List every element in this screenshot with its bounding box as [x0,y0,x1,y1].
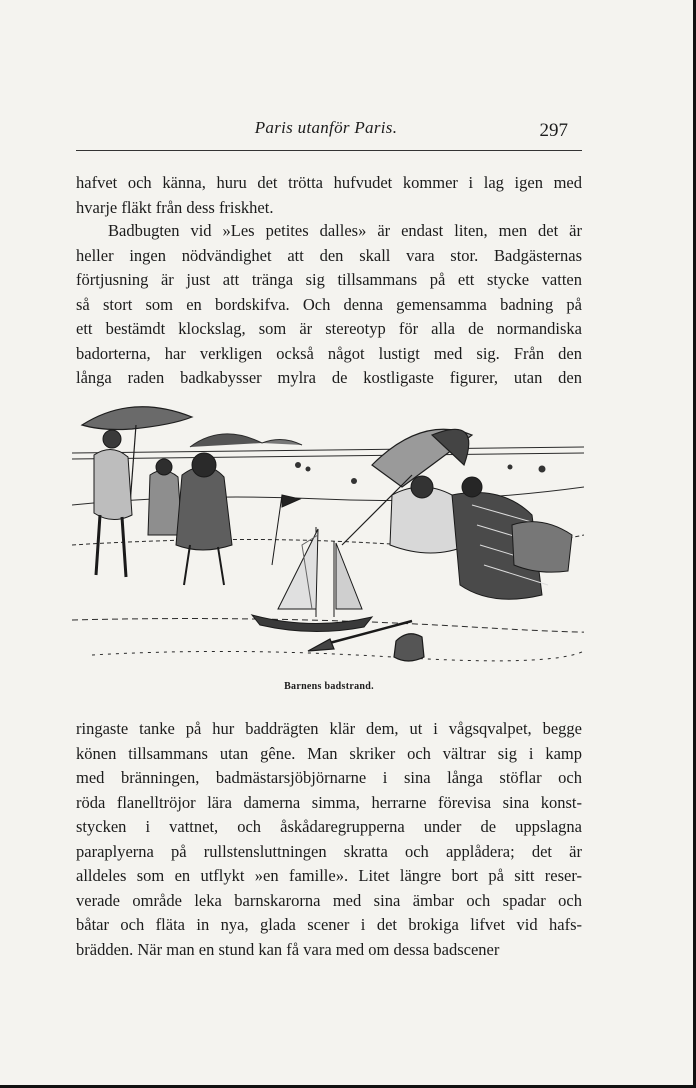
text-line: båtar och fläta in nya, glada scener i det brokiga lifvet vid hafs- [76,915,582,934]
text-line: förtjusning är just att tränga sig tillsammans på ett stycke vatten [76,270,582,289]
paragraph-3 [76,717,582,962]
text-line: röda flanelltröjor lära damerna simma, herrarne förevisa sina konst- [76,792,582,812]
text-line: Badbugten vid »Les petites dalles» är endast liten, men det är [108,221,582,240]
text-line: brädden. När man en stund kan få vara med om dessa badscener [76,939,500,959]
page-header [76,118,576,144]
text-line: hvarje fläkt från dess friskhet. [76,197,274,217]
paragraph-1 [76,171,582,220]
text-line: så stort som en bordskifva. Och denna gemensamma badning på [76,294,582,314]
text-line: paraplyerna på rullstensluttningen skratta och applådera; det är [76,841,582,861]
text-line: hafvet och känna, huru det trötta hufvudet kommer i lag igen med [76,173,582,192]
text-line: heller ingen nödvändighet att den skall vara stor. Badgästernas [76,245,582,265]
text-line: badorterna, har verkligen också något lustigt med sig. Från den [76,343,582,363]
text-line: stycken i vattnet, och åskådaregrupperna under de uppslagna [76,817,582,836]
text-line: verade område leka barnskarorna med sina ämbar och spadar och [76,890,582,910]
text-line: ett bestämdt klockslag, som är stereotyp för alla de normandiska [76,319,582,338]
page-number: 297 [539,120,568,141]
text-line: långa raden badkabysser mylra de kostligaste figurer, utan den [76,368,582,387]
text-line: alldeles som en utflykt »en famille». Litet längre bort på sitt reser- [76,866,582,885]
text-line: med bränningen, badmästarsjöbjörnarne i sina långa stöflar och [76,768,582,787]
paragraph-2 [76,219,582,391]
text-line: ringaste tanke på hur baddrägten klär dem, ut i vågsqvalpet, begge [76,719,582,738]
text-line: könen tillsammans utan gêne. Man skriker och vältrar sig i kamp [76,743,582,763]
beach-illustration [72,395,584,675]
figure-caption: Barnens badstrand. [284,681,374,692]
header-rule [76,150,582,151]
running-title: Paris utanför Paris. [254,118,398,137]
